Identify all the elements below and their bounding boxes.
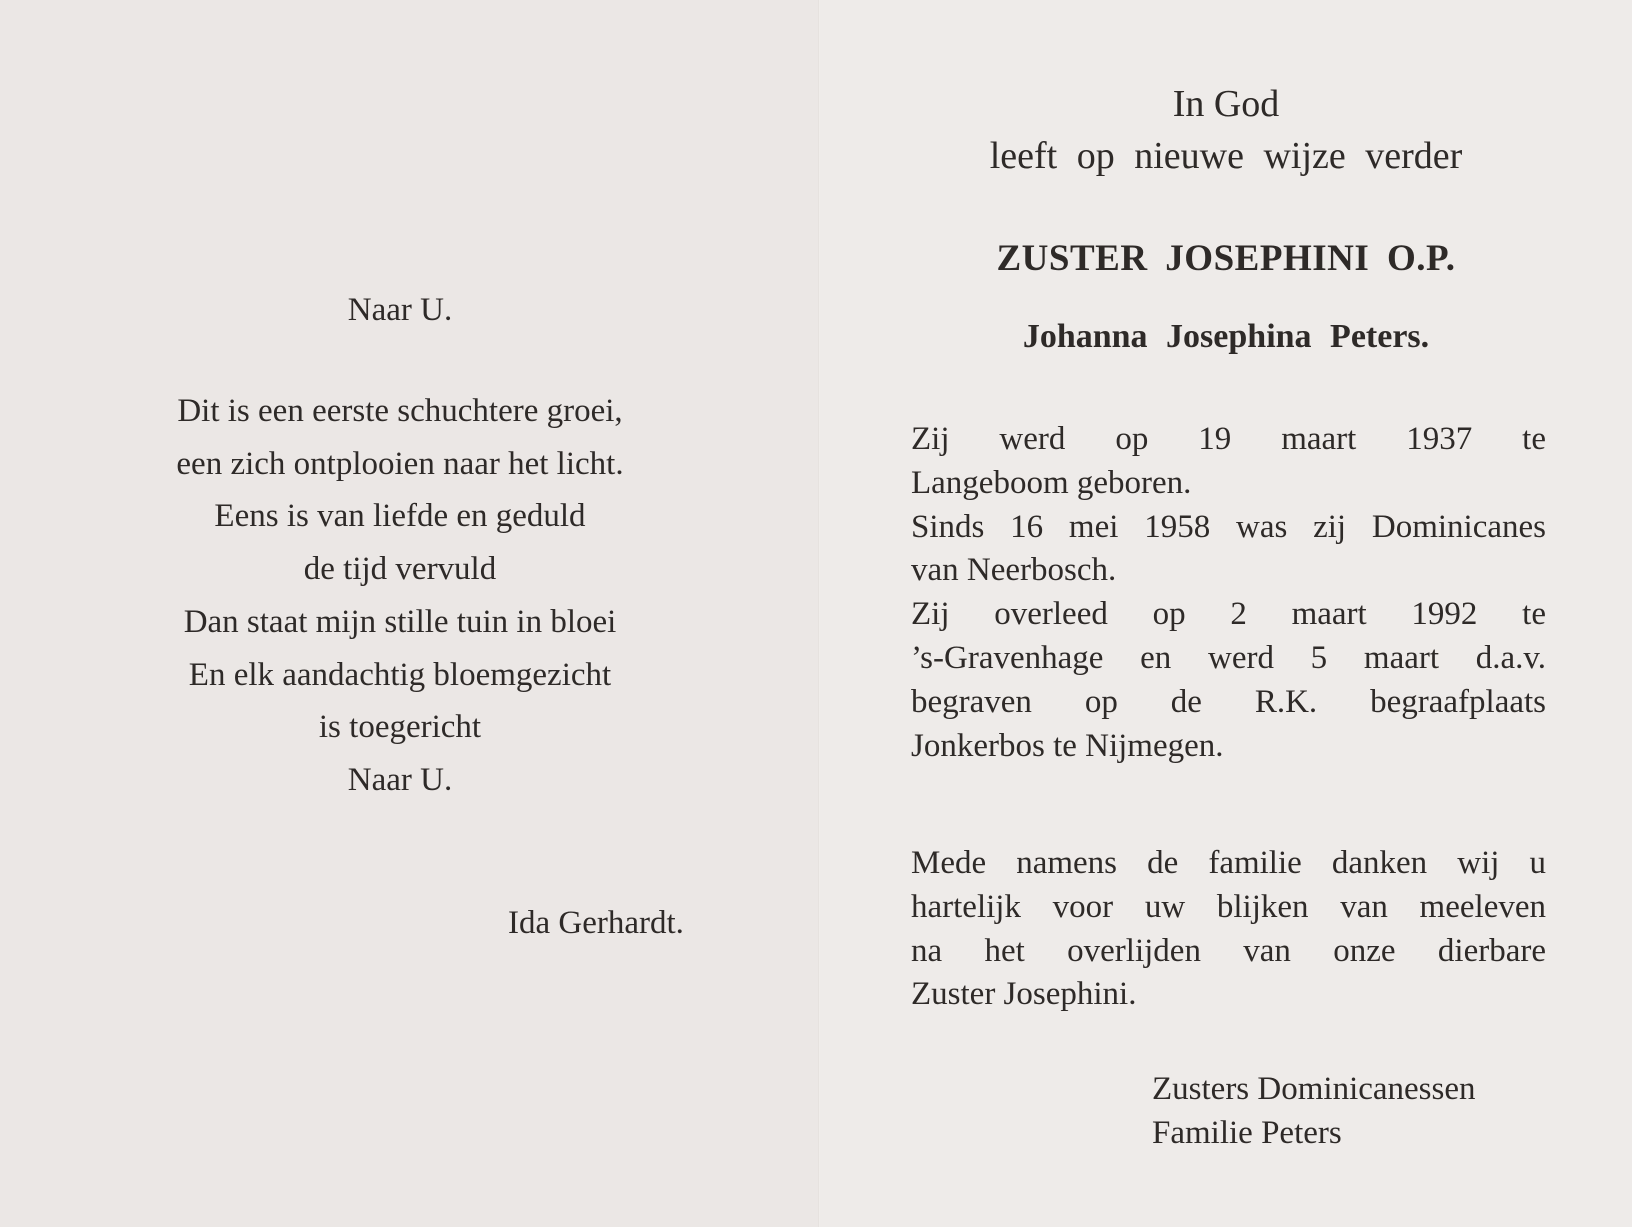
header-line-1: In God (1172, 83, 1280, 125)
poem-line: Dit is een eerste schuchtere groei, (177, 393, 623, 429)
thanks-line: Zuster Josephini. (911, 976, 1137, 1013)
biography-line: Zij overleed op 2 maart 1992 te (911, 596, 1546, 633)
header-line-2: leeft op nieuwe wijze verder (989, 135, 1463, 177)
biography-line: begraven op de R.K. begraafplaats (911, 683, 1546, 720)
biography-line: ’s-Gravenhage en werd 5 maart d.a.v. (911, 639, 1546, 676)
deceased-name: ZUSTER JOSEPHINI O.P. (996, 238, 1456, 279)
thanks-paragraph (911, 842, 1546, 1017)
poem-line: een zich ontplooien naar het licht. (176, 445, 624, 482)
signature (1152, 1068, 1476, 1155)
biography-line: Jonkerbos te Nijmegen. (911, 727, 1224, 764)
poem-line: Eens is van liefde en geduld (214, 498, 586, 535)
right-page (820, 0, 1632, 1227)
biography-line: Sinds 16 mei 1958 was zij Dominicanes (911, 508, 1546, 545)
signature-line: Zusters Dominicanessen (1152, 1071, 1476, 1107)
deceased-full-name: Johanna Josephina Peters. (1022, 318, 1430, 355)
poem (0, 385, 800, 807)
poem-line: Dan staat mijn stille tuin in bloei (183, 603, 617, 640)
biography-line: van Neerbosch. (911, 552, 1117, 589)
poem-line: is toegericht (318, 709, 482, 746)
signature-line: Familie Peters (1152, 1114, 1342, 1151)
thanks-line: na het overlijden van onze dierbare (911, 932, 1546, 969)
poem-line: En elk aandachtig bloemgezicht (188, 656, 612, 693)
thanks-line: hartelijk voor uw blijken van meeleven (911, 888, 1546, 925)
poem-line: de tijd vervuld (303, 551, 497, 588)
poem-author: Ida Gerhardt. (508, 905, 684, 941)
poem-line: Naar U. (347, 761, 453, 798)
biography (911, 418, 1546, 768)
poem-title: Naar U. (347, 292, 453, 328)
biography-line: Zij werd op 19 maart 1937 te (911, 421, 1546, 457)
biography-line: Langeboom geboren. (911, 464, 1192, 501)
thanks-line: Mede namens de familie danken wij u (911, 845, 1546, 881)
